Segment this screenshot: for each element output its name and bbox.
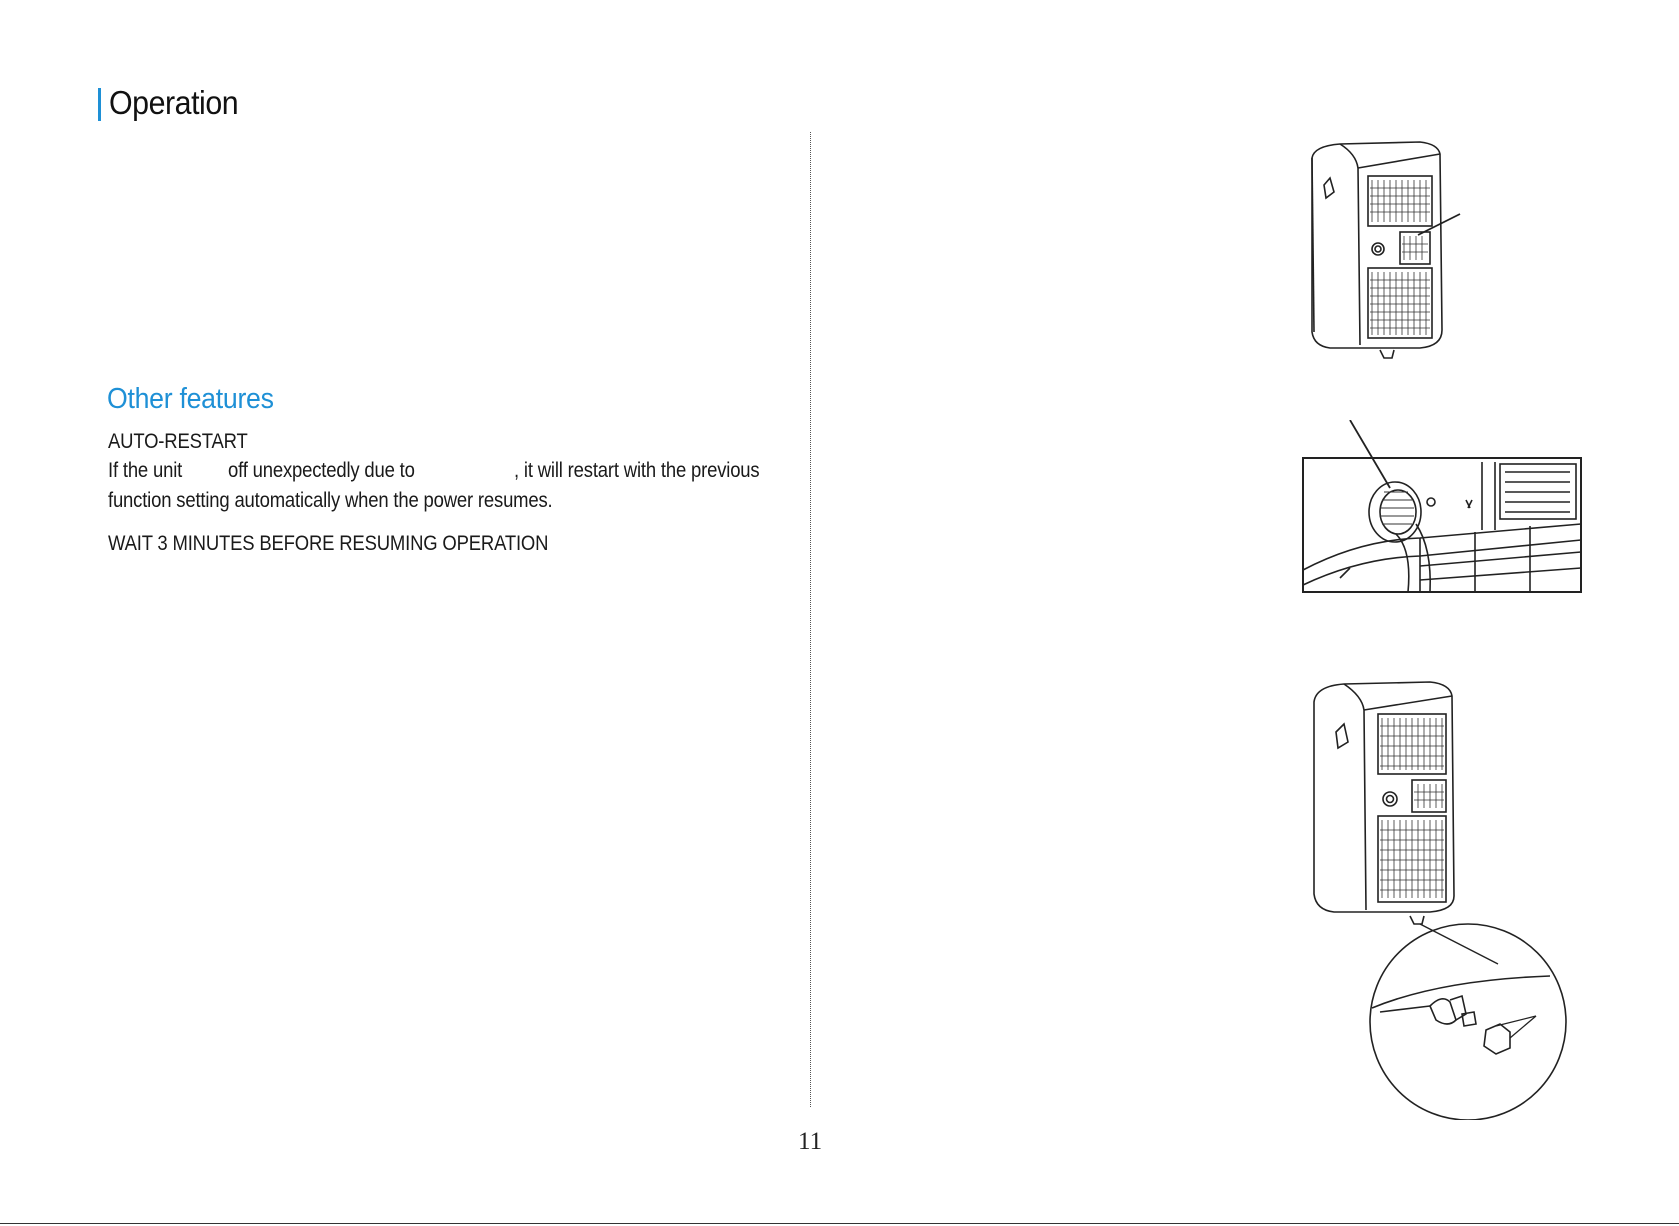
wait-notice: WAIT 3 MINUTES BEFORE RESUMING OPERATION <box>108 532 549 555</box>
page-title: Operation <box>109 84 239 121</box>
air-conditioner-rear-view-icon <box>1300 140 1500 370</box>
auto-restart-text-1b: off unexpectedly due to <box>228 459 415 482</box>
auto-restart-text-1a: If the unit <box>108 459 183 482</box>
auto-restart-text-1c: , it will restart with the previous <box>514 459 760 482</box>
page-number: 11 <box>798 1128 823 1155</box>
auto-restart-text-2: function setting automatically when the power resumes. <box>108 489 553 512</box>
auto-restart-title: AUTO-RESTART <box>108 430 248 453</box>
drain-plug-detail-icon <box>1300 680 1570 1120</box>
other-features-heading: Other features <box>107 383 274 415</box>
column-divider <box>810 132 811 1107</box>
bottom-rule <box>0 1223 1679 1224</box>
section-accent-bar <box>98 88 101 121</box>
drain-hose-closeup-icon <box>1300 420 1585 600</box>
